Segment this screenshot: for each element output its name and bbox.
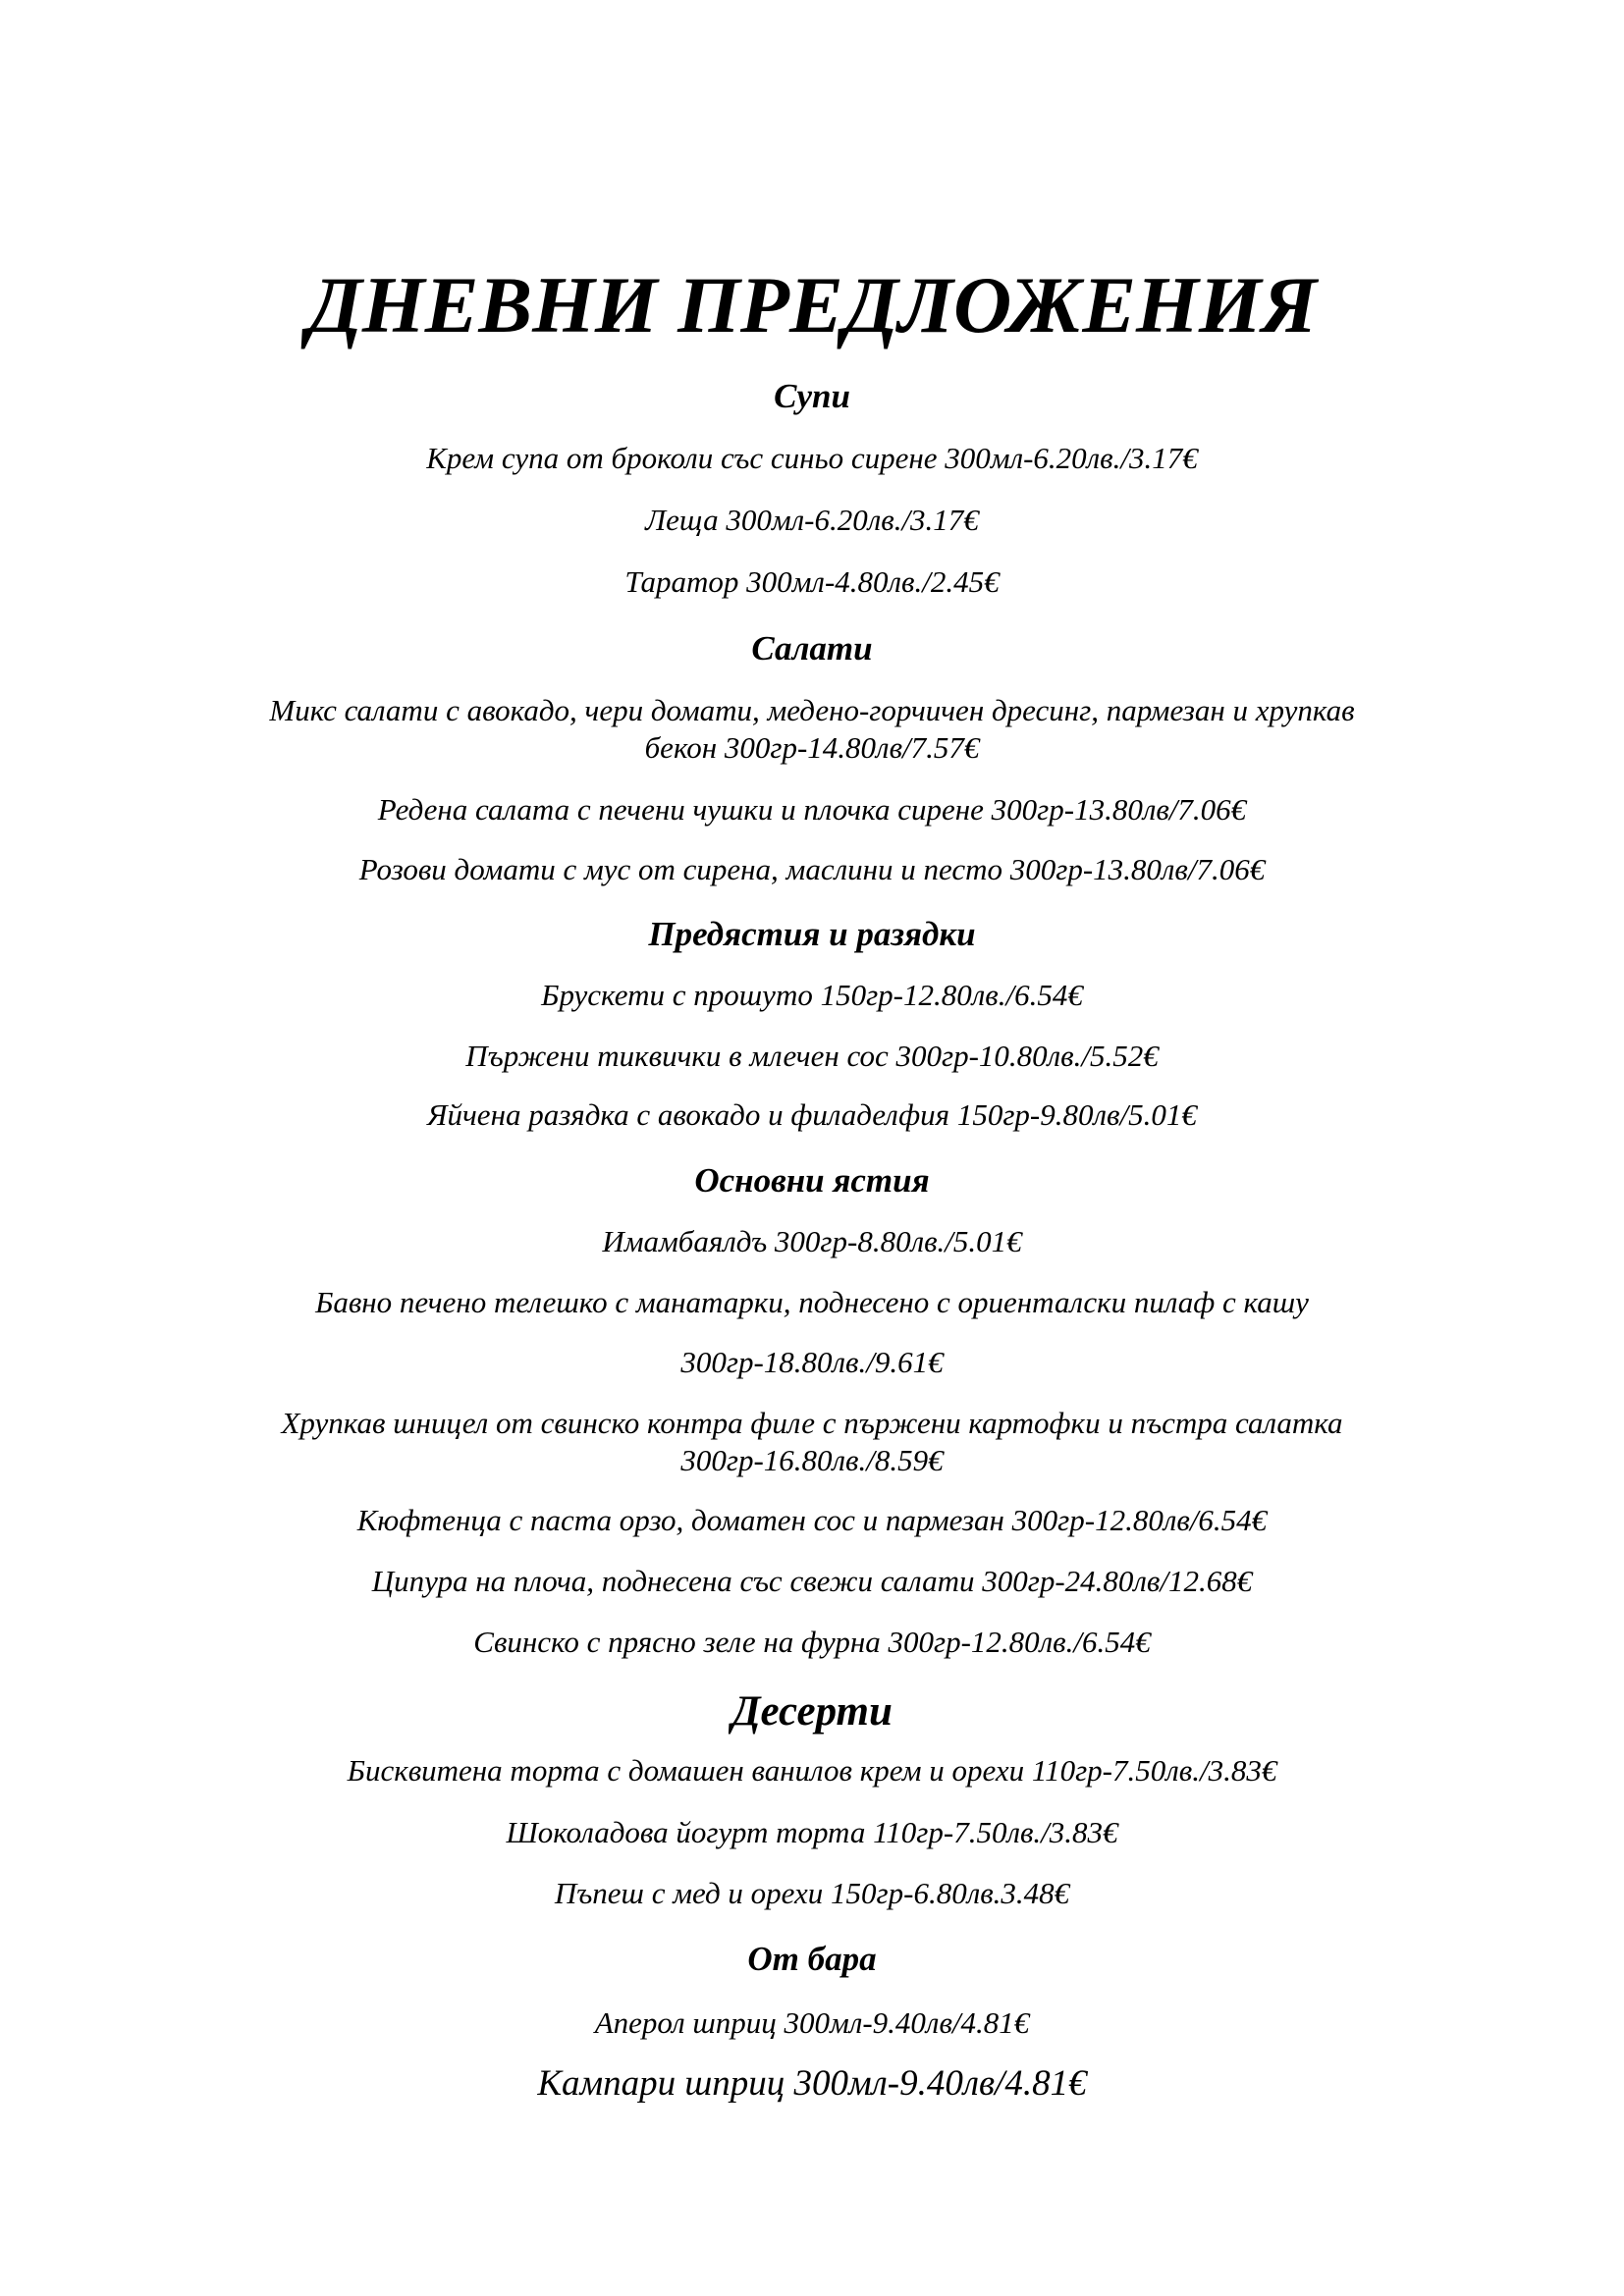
menu-item: 300гр-16.80лв./8.59€ [680, 1443, 944, 1477]
menu-item: Крем супа от броколи със синьо сирене 300мл-6.20лв./3.17€ [426, 441, 1198, 475]
menu-item: Кампари шприц 300мл-9.40лв/4.81€ [537, 2063, 1087, 2104]
section-heading-soups: Супи [774, 377, 850, 415]
menu-item: Брускети с прошуто 150гр-12.80лв./6.54€ [541, 978, 1083, 1012]
page-title: ДНЕВНИ ПРЕДЛОЖЕНИЯ [306, 260, 1318, 349]
menu-item: Имамбаялдъ 300гр-8.80лв./5.01€ [602, 1224, 1022, 1258]
menu-item: 300гр-18.80лв./9.61€ [680, 1345, 944, 1379]
menu-item: бекон 300гр-14.80лв/7.57€ [644, 730, 980, 765]
section-heading-desserts: Десерти [731, 1688, 893, 1735]
menu-item: Редена салата с печени чушки и плочка сирене 300гр-13.80лв/7.06€ [377, 792, 1247, 827]
menu-item: Шоколадова йогурт торта 110гр-7.50лв./3.83€ [506, 1815, 1118, 1849]
menu-item: Свинско с прясно зеле на фурна 300гр-12.80лв./6.54€ [473, 1625, 1151, 1659]
menu-item: Яйчена разядка с авокадо и филаделфия 150гр-9.80лв/5.01€ [427, 1097, 1197, 1132]
menu-item: Пъпеш с мед и орехи 150гр-6.80лв.3.48€ [554, 1876, 1070, 1910]
menu-item: Аперол шприц 300мл-9.40лв/4.81€ [594, 2005, 1030, 2040]
menu-item: Таратор 300мл-4.80лв./2.45€ [624, 564, 1000, 599]
menu-item: Леща 300мл-6.20лв./3.17€ [645, 503, 979, 537]
section-heading-mains: Основни ястия [694, 1161, 930, 1200]
menu-item: Пържени тиквички в млечен сос 300гр-10.80лв./5.52€ [465, 1039, 1159, 1073]
section-heading-starters: Предястия и разядки [648, 915, 976, 953]
menu-item: Ципура на плоча, поднесена със свежи салати 300гр-24.80лв/12.68€ [371, 1564, 1253, 1598]
menu-item: Кюфтенца с паста орзо, доматен сос и пармезан 300гр-12.80лв/6.54€ [356, 1503, 1268, 1537]
menu-item: Розови домати с мус от сирена, маслини и песто 300гр-13.80лв/7.06€ [358, 852, 1266, 886]
section-heading-salads: Салати [751, 629, 873, 667]
menu-item: Бавно печено телешко с манатарки, поднесено с ориенталски пилаф с кашу [315, 1285, 1309, 1319]
section-heading-bar: От бара [747, 1940, 877, 1978]
menu-item: Хрупкав шницел от свинско контра филе с пържени картофки и пъстра салатка [281, 1406, 1343, 1440]
menu-item: Бисквитена торта с домашен ванилов крем и орехи 110гр-7.50лв./3.83€ [347, 1753, 1277, 1788]
menu-item: Микс салати с авокадо, чери домати, медено-горчичен дресинг, пармезан и хрупкав [269, 693, 1355, 727]
